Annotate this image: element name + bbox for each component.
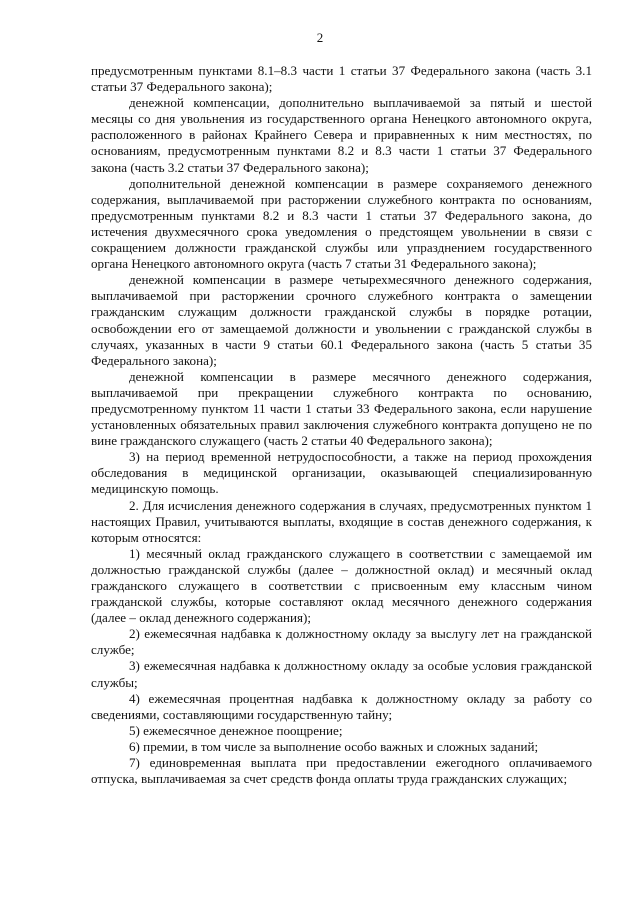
page-number: 2	[316, 30, 324, 45]
paragraph-compensation-5-6-months: денежной компенсации, дополнительно выплачиваемой за пятый и шестой месяцы со дня увольнения из государственного органа Ненецкого автономного округа, расположенного в районах Крайнего Севера и приравненных к ним местностях, по основаниям, предусмотренным пунктами 8.2 и 8.3 части 1 статьи 37 Федерального закона (часть 3.2 статьи 37 Федерального закона);	[91, 95, 592, 175]
list-item-1: 1) месячный оклад гражданского служащего в соответствии с замещаемой им должностью гражданской службы (далее – должностной оклад) и месячный оклад гражданского служащего в соответствии с присвоенным ему классным чином гражданской службы, которые составляют оклад месячного денежного содержания (далее – оклад денежного содержания);	[91, 545, 592, 626]
list-item-4: 4) ежемесячная процентная надбавка к должностному окладу за работу со сведениями, составляющими государственную тайну;	[91, 690, 592, 722]
list-item-5: 5) ежемесячное денежное поощрение;	[129, 722, 343, 738]
paragraph-four-month-compensation: денежной компенсации в размере четырехмесячного денежного содержания, выплачиваемой при расторжении срочного служебного контракта о замещении гражданским служащим должности гражданской службы в порядке ротации, освобождении его от замещаемой должности и увольнении с гражданской службы в случаях, указанных в части 9 статьи 60.1 Федерального закона (часть 5 статьи 35 Федерального закона);	[91, 272, 592, 368]
paragraph-additional-compensation: дополнительной денежной компенсации в размере сохраняемого денежного содержания, выплачиваемой при расторжении служебного контракта по основаниям, предусмотренным пунктами 8.2 и 8.3 части 1 статьи 37 Федерального закона, до истечения двухмесячного срока уведомления о предстоящем увольнении в связи с сокращением должности гражданской службы или упразднением государственного органа Ненецкого автономного округа (часть 7 статьи 31 Федерального закона);	[91, 175, 592, 272]
list-item-6: 6) премии, в том числе за выполнение особо важных и сложных заданий;	[129, 738, 539, 754]
paragraph-monthly-compensation: денежной компенсации в размере месячного денежного содержания, выплачиваемой при прекращении служебного контракта по основанию, предусмотренному пунктом 11 части 1 статьи 33 Федерального закона, если нарушение установленных обязательных правил заключения служебного контракта допущено не по вине гражданского служащего (часть 2 статьи 40 Федерального закона);	[91, 368, 592, 449]
list-item-7: 7) единовременная выплата при предоставлении ежегодного оплачиваемого отпуска, выплачиваемая за счет средств фонда оплаты труда гражданских служащих;	[91, 755, 592, 787]
list-item-3: 3) ежемесячная надбавка к должностному окладу за особые условия гражданской службы;	[91, 658, 592, 690]
list-item-2: 2) ежемесячная надбавка к должностному окладу за выслугу лет на гражданской службе;	[91, 626, 592, 658]
paragraph-item-3: 3) на период временной нетрудоспособности, а также на период прохождения обследования в медицинской организации, оказывающей специализированную медицинскую помощь.	[91, 449, 592, 497]
document-body	[91, 63, 592, 787]
paragraph-continuation: предусмотренным пунктами 8.1–8.3 части 1 статьи 37 Федерального закона (часть 3.1 статьи 37 Федерального закона);	[91, 63, 592, 95]
paragraph-section-2: 2. Для исчисления денежного содержания в случаях, предусмотренных пунктом 1 настоящих Правил, учитываются выплаты, входящие в состав денежного содержания, к которым относятся:	[91, 497, 592, 545]
